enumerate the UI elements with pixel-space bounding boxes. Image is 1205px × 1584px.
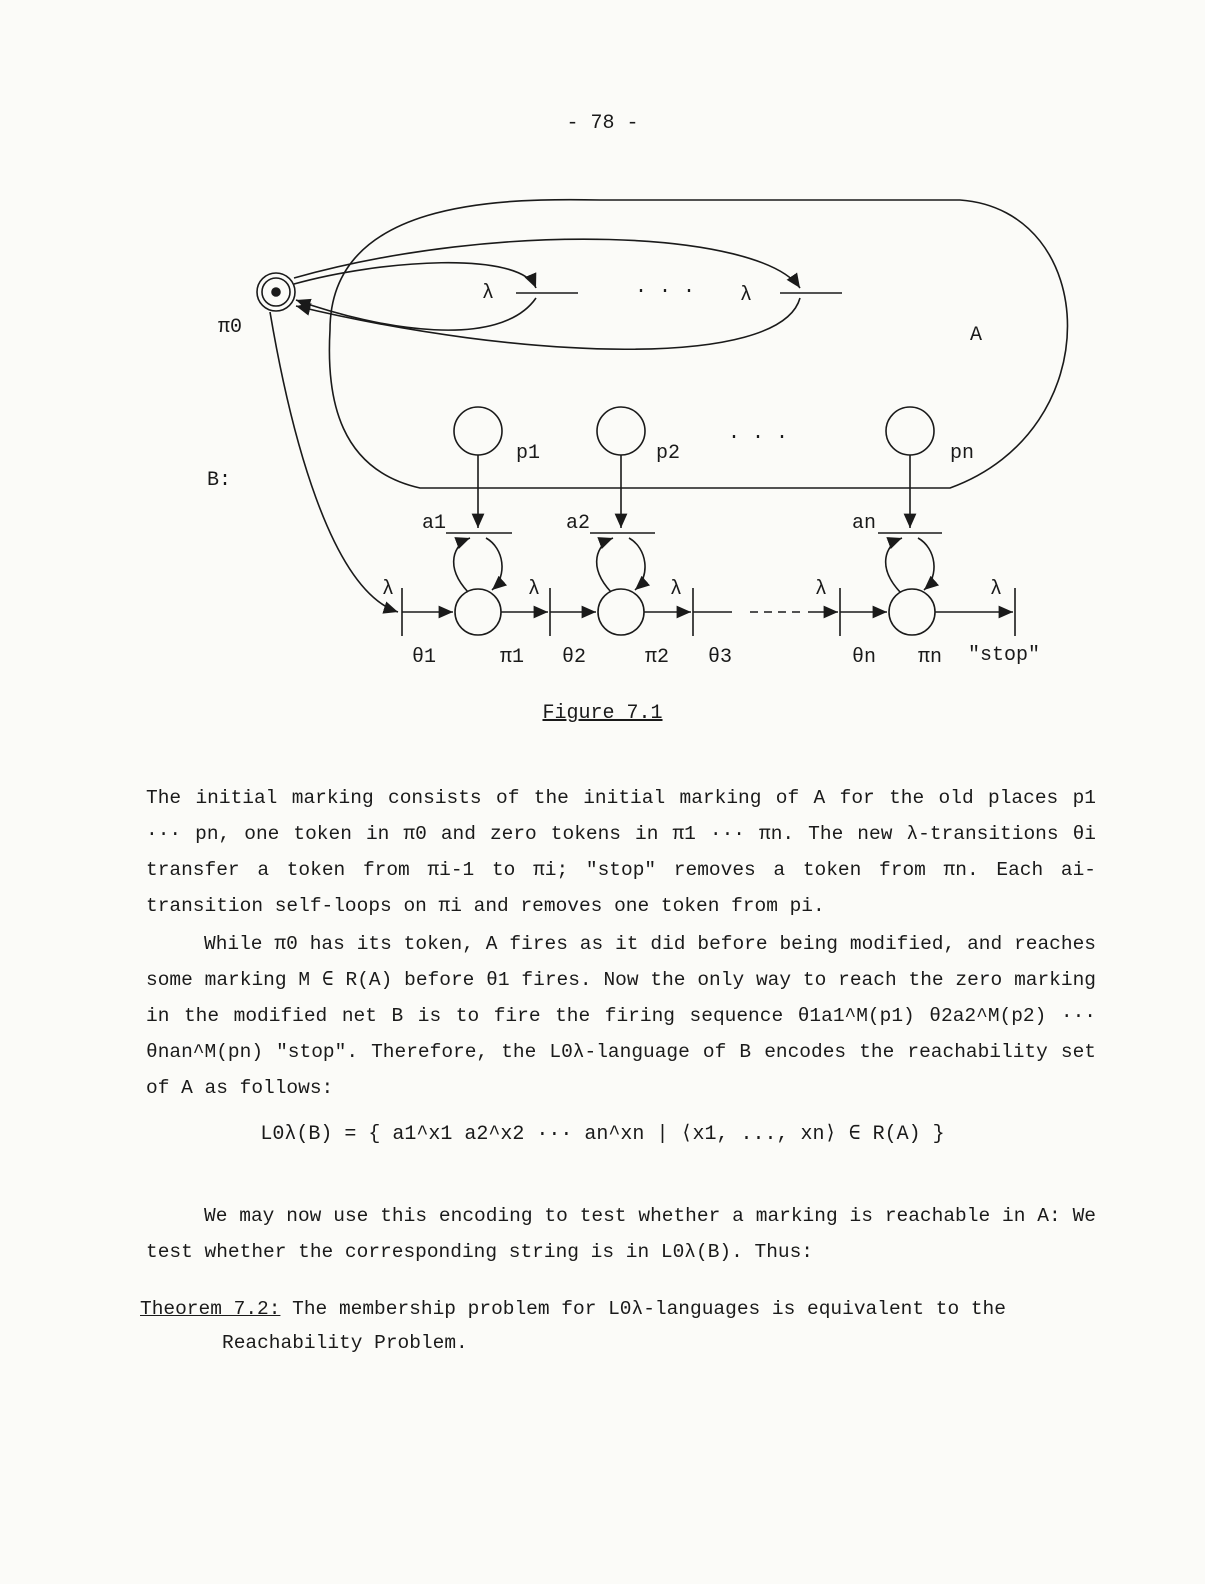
transition-label-a1: a1 xyxy=(422,512,447,535)
theorem-7-2 xyxy=(140,1292,1100,1360)
place-pi1 xyxy=(455,589,501,635)
start-place-label: π0 xyxy=(218,316,243,339)
place-label-pn: pn xyxy=(950,442,975,465)
dots-label: · · · xyxy=(728,426,789,449)
place-pi2 xyxy=(598,589,644,635)
theta-label-1: θ1 xyxy=(412,646,437,669)
reachability-formula: L0λ(B) = { a1^x1 a2^x2 ··· an^xn | ⟨x1, ..., xn⟩ ∈ R(A) } xyxy=(260,1123,945,1146)
theta-label-3: θ3 xyxy=(708,646,733,669)
figure-caption: Figure 7.1 xyxy=(542,702,663,725)
page-number: - 78 - xyxy=(566,112,639,135)
theta-label-2: θ2 xyxy=(562,646,587,669)
subnet-label: A xyxy=(970,324,983,347)
paragraph-3: We may now use this encoding to test whether a marking is reachable in A: We test whether the corresponding string is in L0λ(B). Thus: xyxy=(146,1205,1096,1263)
theorem-body: The membership problem for L0λ-languages is equivalent to the xyxy=(292,1298,1006,1320)
place-pn xyxy=(886,407,934,455)
theorem-label: Theorem 7.2: xyxy=(140,1298,281,1320)
counter-label-n: πn xyxy=(918,646,943,669)
theorem-continuation: Reachability Problem. xyxy=(222,1332,468,1354)
transition-label-an: an xyxy=(852,512,877,535)
place-label-p2: p2 xyxy=(656,442,681,465)
place-pin xyxy=(889,589,935,635)
transition-label-a2: a2 xyxy=(566,512,591,535)
stop-label: "stop" xyxy=(968,644,1041,667)
net-label: B: xyxy=(207,469,232,492)
place-p1 xyxy=(454,407,502,455)
lambda-label: λ xyxy=(670,578,683,601)
lambda-label: λ xyxy=(990,578,1003,601)
lambda-label: λ xyxy=(815,578,828,601)
lambda-label: λ xyxy=(740,284,753,307)
lambda-label: λ xyxy=(482,282,495,305)
counter-label-1: π1 xyxy=(500,646,525,669)
paragraph-2: While π0 has its token, A fires as it did before being modified, and reaches some marking M ∈ R(A) before θ1 fires. Now the only way to reach the zero marking in the modified net B is to fire the firing sequence θ1a1^M(p1) θ2a2^M(p2) ··· θnan^M(pn) "stop". Therefore, the L0λ-language of B encodes the reachability set of A as follows: xyxy=(146,933,1096,1099)
place-p2 xyxy=(597,407,645,455)
lambda-label: λ xyxy=(528,578,541,601)
theta-label-n: θn xyxy=(852,646,877,669)
counter-label-2: π2 xyxy=(645,646,670,669)
place-label-p1: p1 xyxy=(516,442,541,465)
dots-label: · · · xyxy=(635,280,696,303)
paragraph-1: The initial marking consists of the initial marking of A for the old places p1 ··· pn, one token in π0 and zero tokens in π1 ··· πn. The new λ-transitions θi transfer a token from πi-1 to πi; "stop" removes a token from πn. Each ai-transition self-loops on πi and removes one token from pi. xyxy=(146,787,1096,917)
figure-7-1 xyxy=(0,0,1205,700)
lambda-label: λ xyxy=(382,578,395,601)
